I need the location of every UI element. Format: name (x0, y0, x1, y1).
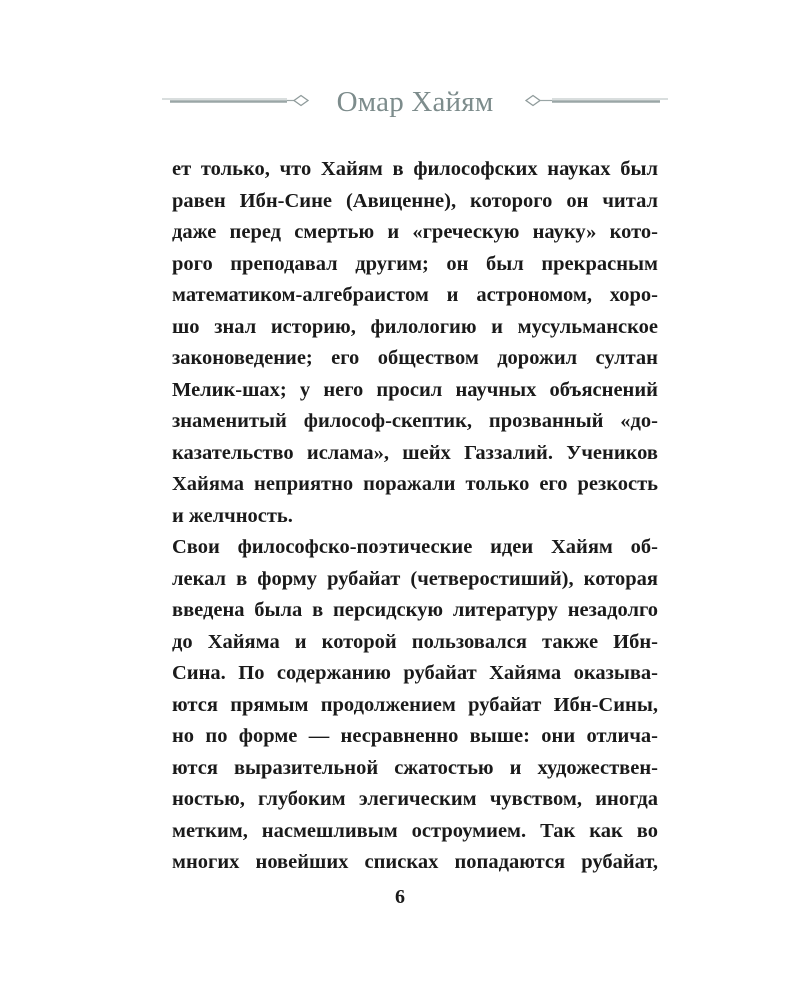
text-line: многих новейших списках попадаются рубайат, (172, 851, 658, 873)
text-line: Мелик-шах; у него просил научных объяснений (172, 378, 658, 401)
text-line: введена была в персидскую литературу незадолго (172, 599, 658, 621)
text-line: до Хайяма и которой пользовался также Ибн- (172, 630, 658, 653)
page-header (160, 80, 670, 124)
text-line: равен Ибн-Сине (Авиценне), которого он читал (172, 189, 658, 212)
text-line: ются прямым продолжением рубайат Ибн-Сины, (172, 693, 658, 716)
text-line: математиком-алгебраистом и астрономом, хоро- (172, 284, 658, 306)
text-line: даже перед смертью и «греческую науку» кото- (172, 221, 658, 243)
text-line: Хайяма неприятно поражали только его резкость (172, 473, 658, 495)
text-line: ностью, глубоким элегическим чувством, иногда (172, 788, 658, 810)
text-line-paragraph-end: и желчность. (172, 504, 293, 527)
text-line: знаменитый философ-скептик, прозванный «до- (172, 410, 658, 432)
text-line: Свои философско-поэтические идеи Хайям об- (172, 536, 658, 558)
text-line: но по форме — несравненно выше: они отлича- (172, 725, 658, 747)
text-line: законоведение; его обществом дорожил султан (172, 347, 658, 369)
text-line: лекал в форму рубайат (четверостиший), которая (172, 567, 658, 590)
text-line: шо знал историю, филологию и мусульманское (172, 315, 658, 338)
text-line: метким, насмешливым остроумием. Так как во (172, 819, 658, 842)
running-head-title: Омар Хайям (336, 86, 494, 118)
text-line: казательство ислама», шейх Газзалий. Учеников (172, 441, 658, 464)
text-line: ются выразительной сжатостью и художествен- (172, 756, 658, 779)
text-line: рого преподавал другим; он был прекрасным (172, 252, 658, 275)
page-number: 6 (395, 886, 405, 908)
text-line: Сина. По содержанию рубайат Хайяма оказыва- (172, 662, 658, 684)
text-line: ет только, что Хайям в философских науках был (172, 158, 658, 180)
body-text (172, 154, 658, 879)
